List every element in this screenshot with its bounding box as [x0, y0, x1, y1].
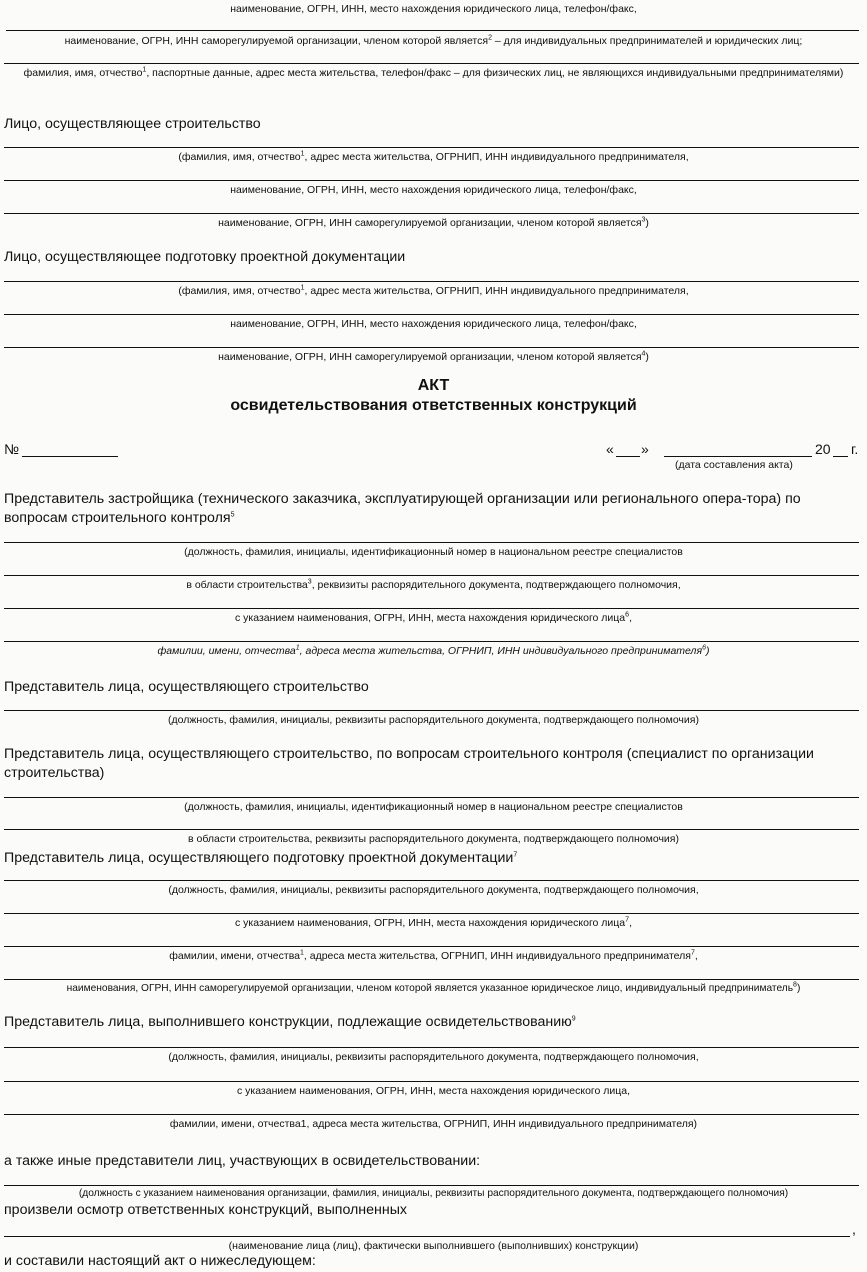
fill-line[interactable]	[4, 542, 859, 543]
section-heading-designer-rep: Представитель лица, осуществляющего подготовку проектной документации$^7$	[4, 850, 518, 866]
caption-customer-rep-1: (должность, фамилия, инициалы, идентификационный номер в национальном реестре специалистов	[184, 546, 683, 558]
caption-designer-rep-3: фамилии, имени, отчества$^1$, адреса места жительства, ОГРНИП, ИНН индивидуального предпринимателя$^7$,	[169, 949, 698, 962]
caption-performer-rep-1: (должность, фамилия, инициалы, реквизиты распорядительного документа, подтверждающего полномочия,	[168, 1051, 699, 1063]
fill-line[interactable]	[4, 913, 859, 914]
caption-performer-rep-3: фамилии, имени, отчества1, адреса места жительства, ОГРНИП, ИНН индивидуального предпринимателя)	[169, 1118, 698, 1130]
fill-line[interactable]	[4, 314, 859, 315]
act-number-field[interactable]	[22, 456, 118, 457]
caption-others-1: (должность с указанием наименования организации, фамилия, инициалы, реквизиты распорядительного документа, подтверждающего полномочия)	[78, 1188, 789, 1199]
trailing-comma: ,	[852, 1221, 856, 1237]
fill-line[interactable]	[4, 281, 859, 282]
act-number-label: №	[4, 441, 20, 457]
fill-line[interactable]	[4, 946, 859, 947]
caption-builder-rep-1: (должность, фамилия, инициалы, реквизиты распорядительного документа, подтверждающего полномочия)	[168, 714, 699, 726]
caption-top-2: наименование, ОГРН, ИНН саморегулируемой организации, членом которой является$^2$ – для индивидуальных предпринимателей и юридических лиц;	[64, 34, 803, 47]
fill-line[interactable]	[4, 829, 859, 830]
act-title: АКТ	[417, 377, 450, 394]
date-year-field[interactable]	[833, 456, 848, 457]
caption-designer-rep-2: с указанием наименования, ОГРН, ИНН, места нахождения юридического лица$^7$,	[235, 916, 632, 929]
fill-line[interactable]	[4, 1185, 859, 1186]
inspection-line: произвели осмотр ответственных конструкций, выполненных	[4, 1202, 407, 1218]
caption-designer-3: наименование, ОГРН, ИНН саморегулируемой организации, членом которой является$^4$)	[218, 350, 649, 363]
date-month-field[interactable]	[664, 456, 812, 457]
date-year-suffix: г.	[851, 441, 859, 457]
caption-top-1: наименование, ОГРН, ИНН, место нахождения юридического лица, телефон/факс,	[230, 3, 637, 15]
fill-line[interactable]	[4, 797, 859, 798]
fill-line[interactable]	[4, 608, 859, 609]
fill-line[interactable]	[4, 575, 859, 576]
caption-performer-rep-2: с указанием наименования, ОГРН, ИНН, места нахождения юридического лица,	[236, 1085, 631, 1097]
caption-customer-rep-2: в области строительства$^3$, реквизиты распорядительного документа, подтверждающего полномочия,	[186, 578, 681, 591]
fill-line[interactable]	[4, 180, 859, 181]
caption-designer-rep-4: наименования, ОГРН, ИНН саморегулируемой организации, членом которой является указанное юридическое лицо, индивидуальный предприниматель$^8$)	[66, 981, 801, 994]
fill-line[interactable]	[4, 1047, 859, 1048]
caption-customer-rep-4: фамилии, имени, отчества$^1$, адреса места жительства, ОГРНИП, ИНН индивидуального предпринимателя$^6$)	[157, 644, 710, 657]
caption-designer-2: наименование, ОГРН, ИНН, место нахождения юридического лица, телефон/факс,	[230, 318, 637, 330]
fill-line[interactable]	[4, 347, 859, 348]
fill-line[interactable]	[4, 1236, 850, 1237]
caption-builder-3: наименование, ОГРН, ИНН саморегулируемой организации, членом которой является$^3$)	[218, 216, 649, 229]
section-heading-builder: Лицо, осуществляющее строительство	[4, 116, 261, 132]
fill-line[interactable]	[4, 1081, 859, 1082]
fill-line[interactable]	[4, 979, 859, 980]
final-line: и составили настоящий акт о нижеследующем:	[4, 1253, 316, 1269]
fill-line[interactable]	[4, 641, 859, 642]
date-year-prefix: 20	[815, 441, 831, 457]
caption-designer-rep-1: (должность, фамилия, инициалы, реквизиты распорядительного документа, подтверждающего полномочия,	[168, 884, 699, 896]
fill-line[interactable]	[4, 213, 859, 214]
caption-customer-rep-3: с указанием наименования, ОГРН, ИНН, места нахождения юридического лица$^6$,	[235, 611, 632, 624]
fill-line[interactable]	[4, 63, 859, 64]
fill-line[interactable]	[4, 147, 859, 148]
act-subtitle: освидетельствования ответственных конструкций	[230, 397, 637, 414]
fill-line[interactable]	[4, 1114, 859, 1115]
section-heading-performer-rep: Представитель лица, выполнившего конструкции, подлежащие освидетельствованию$^9$	[4, 1014, 576, 1030]
caption-others-2: (наименование лица (лиц), фактически выполнившего (выполнивших) конструкции)	[228, 1240, 639, 1252]
caption-designer-1: (фамилия, имя, отчество$^1$, адрес места жительства, ОГРНИП, ИНН индивидуального предпринимателя,	[178, 284, 689, 297]
fill-line[interactable]	[6, 30, 859, 31]
date-caption: (дата составления акта)	[675, 459, 793, 471]
caption-builder-1: (фамилия, имя, отчество$^1$, адрес места жительства, ОГРНИП, ИНН индивидуального предпринимателя,	[178, 150, 689, 163]
caption-builder-control-rep-1: (должность, фамилия, инициалы, идентификационный номер в национальном реестре специалистов	[184, 801, 683, 813]
caption-builder-2: наименование, ОГРН, ИНН, место нахождения юридического лица, телефон/факс,	[230, 184, 637, 196]
caption-builder-control-rep-2: в области строительства, реквизиты распорядительного документа, подтверждающего полномочия)	[188, 833, 679, 845]
date-day-open: «	[606, 441, 614, 457]
date-day-close: »	[641, 441, 649, 457]
section-heading-builder-rep: Представитель лица, осуществляющего строительство	[4, 679, 369, 695]
fill-line[interactable]	[4, 710, 859, 711]
date-day-field[interactable]	[616, 456, 640, 457]
section-heading-customer-rep: Представитель застройщика (технического заказчика, эксплуатирующей организации или регионального опера-тора) по вопросам строительного контроля$^5$	[4, 491, 801, 526]
section-heading-others: а также иные представители лиц, участвующих в освидетельствовании:	[4, 1153, 481, 1169]
caption-top-3: фамилия, имя, отчество$^1$, паспортные данные, адрес места жительства, телефон/факс – для физических лиц, не являющихся индивидуальными предпринимателями)	[23, 66, 844, 79]
fill-line[interactable]	[4, 880, 859, 881]
section-heading-designer: Лицо, осуществляющее подготовку проектной документации	[4, 249, 406, 265]
section-heading-builder-control-rep: Представитель лица, осуществляющего строительство, по вопросам строительного контроля (специалист по организации строительства)	[4, 746, 814, 781]
